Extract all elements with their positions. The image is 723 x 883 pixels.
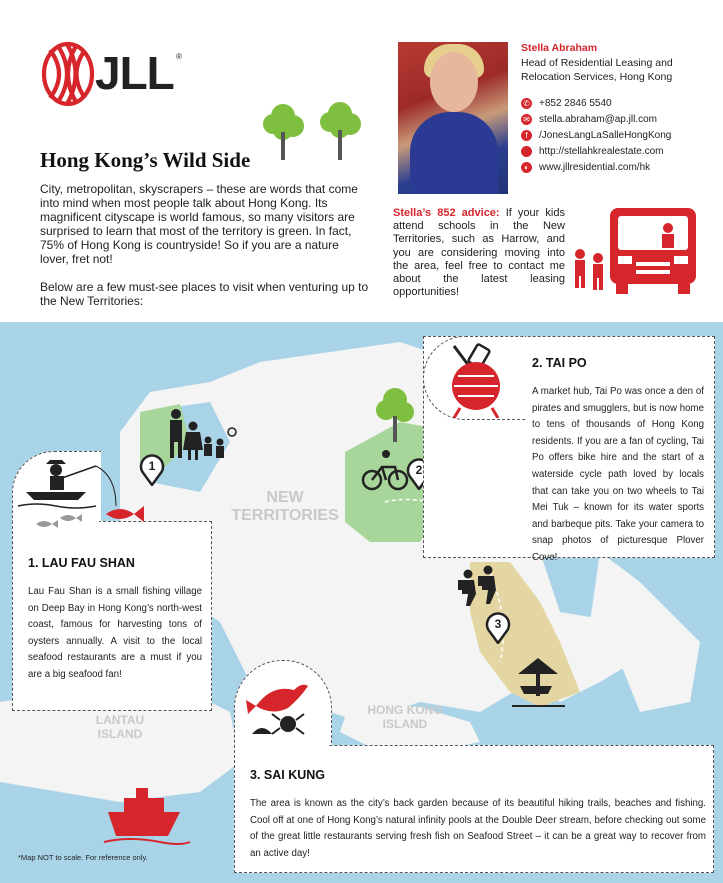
lau-fau-shan-text: Lau Fau Shan is a small fishing village on Deep Bay in Hong Kong’s north-west coast, famous for harvesting tons of oysters annually. A visit to the local seafood restaurants are a must if you are a big seafood fan! xyxy=(28,586,202,680)
school-bus-icon xyxy=(572,206,702,296)
contact-phone-text: +852 2846 5540 xyxy=(539,98,612,109)
map-footnote: *Map NOT to scale. For reference only. xyxy=(18,853,148,862)
seafood-icon xyxy=(242,672,322,744)
label-new-territories: NEW TERRITORIES xyxy=(231,489,339,525)
sai-kung-title: 3. SAI KUNG xyxy=(250,768,326,782)
pin-2-label: 2 xyxy=(415,463,423,477)
contact-email-text: stella.abraham@ap.jll.com xyxy=(539,114,657,125)
advice-text xyxy=(393,207,565,299)
contact-email[interactable] xyxy=(521,114,721,128)
email-icon: ✉ xyxy=(521,114,532,125)
fishing-icon xyxy=(16,456,146,552)
contact-facebook-text: /JonesLangLaSalleHongKong xyxy=(539,130,672,141)
blog-icon xyxy=(521,146,532,157)
map-pin-3[interactable] xyxy=(485,610,511,644)
phone-icon: ✆ xyxy=(521,98,532,109)
portrait-face xyxy=(430,52,478,112)
contact-web[interactable] xyxy=(521,162,721,176)
advice-body: If your kids attend schools in the New Territories, such as Harrow, and you are considering moving into the area, feel free to contact me about the latest leasing opportunities! xyxy=(393,207,565,299)
web-icon: ◐ xyxy=(521,162,532,173)
tai-po-title: 2. TAI PO xyxy=(532,356,587,370)
contact-facebook[interactable] xyxy=(521,130,721,144)
pin-3-label: 3 xyxy=(494,617,502,631)
advice-label: Stella’s 852 advice: xyxy=(393,207,500,219)
jll-logo-text: JLL xyxy=(95,47,174,99)
intro-paragraph-2: Below are a few must-see places to visit when venturing up to the New Territories: xyxy=(40,280,369,308)
sai-kung-text: The area is known as the city’s back garden because of its beautiful hiking trails, beaches and fishing. Cool off at one of Hong Kong’s natural infinity pools at the Double Deer stream, before checking out some of the great little restaurants serving fresh fish on Seafood Street – it can be a great way to recover from an active day! xyxy=(250,798,706,859)
facebook-icon: f xyxy=(521,130,532,141)
contact-web-text: www.jllresidential.com/hk xyxy=(539,162,651,173)
trees-icon xyxy=(258,98,368,163)
contact-blog-text: http://stellahkrealestate.com xyxy=(539,146,664,157)
contact-phone[interactable] xyxy=(521,98,721,112)
label-lantau-island: LANTAU ISLAND xyxy=(95,713,145,741)
intro-text xyxy=(40,182,370,322)
contact-name: Stella Abraham xyxy=(521,42,598,54)
label-hong-kong-island: HONG KONG ISLAND xyxy=(367,703,443,731)
registered-mark: ® xyxy=(176,52,182,61)
pin-1-label: 1 xyxy=(148,459,156,473)
portrait-body xyxy=(410,112,498,194)
barbecue-icon xyxy=(434,342,516,418)
lau-fau-shan-title: 1. LAU FAU SHAN xyxy=(28,556,135,570)
intro-paragraph-1: City, metropolitan, skyscrapers – these are words that come into mind when most people talk about Hong Kong. Its magnificent cityscape is world famous, so many visitors are surprised to learn that most of the territory is green. In fact, 75% of Hong Kong is countryside! So if you are a nature lover, fret not! xyxy=(40,182,358,266)
tai-po-text: A market hub, Tai Po was once a den of pirates and smugglers, but is now home to tens of thousands of Hong Kong residents. If you are a fan of cycling, Tai Po offers bike hire and the start of a waterside cycle path loved by locals that can take you on two wheels to Tai Mei Tuk – known for its water sports and barbeque pits. Take your camera to snap photos of picturesque Plover Cove! xyxy=(532,386,704,563)
page-title: Hong Kong’s Wild Side xyxy=(40,148,251,172)
contact-blog[interactable] xyxy=(521,146,721,160)
contact-role: Head of Residential Leasing and Relocation Services, Hong Kong xyxy=(521,57,673,83)
